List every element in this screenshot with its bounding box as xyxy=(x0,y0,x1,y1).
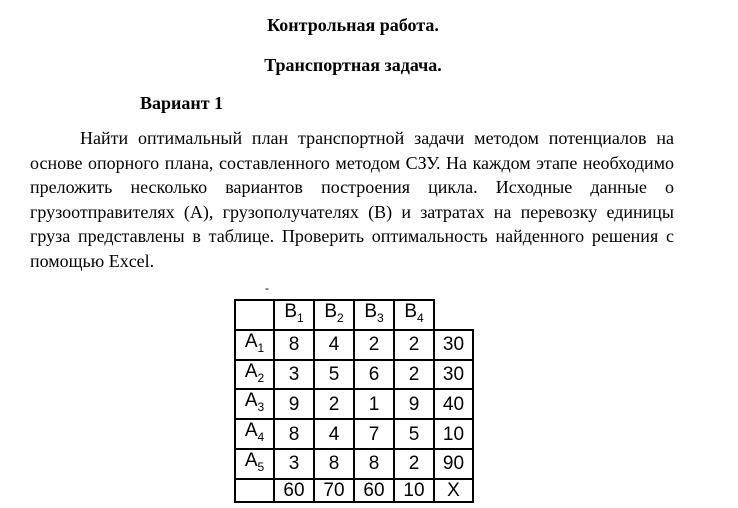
table-row xyxy=(235,330,473,360)
cost-cell: 2 xyxy=(394,449,434,479)
column-header-b2: $B_2$ xyxy=(314,300,354,330)
cost-cell: 5 xyxy=(314,360,354,390)
demand-row xyxy=(235,479,473,502)
demand-cell: 10 xyxy=(394,479,434,502)
row-label-a5: $A_5$ xyxy=(235,449,274,479)
demand-cell: 60 xyxy=(274,479,314,502)
table-row xyxy=(235,360,473,390)
supply-cell: 30 xyxy=(434,360,473,390)
document-title: Контрольная работа. xyxy=(267,15,439,35)
supply-cell: 90 xyxy=(434,449,473,479)
supply-cell: 10 xyxy=(434,419,473,449)
cost-cell: 3 xyxy=(274,449,314,479)
cost-cell: 4 xyxy=(314,330,354,360)
cost-cell: 8 xyxy=(354,449,394,479)
cost-cell: 5 xyxy=(394,419,434,449)
cost-cell: 4 xyxy=(314,419,354,449)
table-row xyxy=(235,389,473,419)
demand-cell: 70 xyxy=(314,479,354,502)
task-paragraph: Найти оптимальный план транспортной задачи методом потенциалов на основе опорного плана, составленного методом СЗУ. На каждом этапе необходимо преложить несколько вариантов построения цикла. Исходные данные о грузоотправителях (А), грузополучателях (В) и затратах на перевозку единицы груза представлены в таблице. Проверить оптимальность найденного решения с помощью Excel. xyxy=(30,128,674,271)
column-header-b1: $B_1$ xyxy=(274,300,314,330)
row-label-a3: $A_3$ xyxy=(235,389,274,419)
column-header-b3: $B_3$ xyxy=(354,300,394,330)
corner-cell: X xyxy=(434,479,473,502)
row-label-a4: $A_4$ xyxy=(235,419,274,449)
cost-cell: 8 xyxy=(274,330,314,360)
variant-heading: Вариант 1 xyxy=(140,93,224,113)
table-corner-empty xyxy=(235,300,274,330)
table-header-row xyxy=(235,300,473,330)
column-header-b4: $B_4$ xyxy=(394,300,434,330)
cost-cell: 2 xyxy=(354,330,394,360)
cost-table xyxy=(234,299,474,503)
cost-cell: 2 xyxy=(394,360,434,390)
cost-cell: 1 xyxy=(354,389,394,419)
cost-cell: 6 xyxy=(354,360,394,390)
cost-cell: 8 xyxy=(314,449,354,479)
cost-cell: 2 xyxy=(314,389,354,419)
cost-cell: 3 xyxy=(274,360,314,390)
cost-cell: 9 xyxy=(394,389,434,419)
row-label-a2: $A_2$ xyxy=(235,360,274,390)
cost-cell: 7 xyxy=(354,419,394,449)
demand-cell: 60 xyxy=(354,479,394,502)
cost-cell: 2 xyxy=(394,330,434,360)
stray-mark: - xyxy=(265,281,269,295)
document-subtitle: Транспортная задача. xyxy=(264,55,442,75)
supply-cell: 40 xyxy=(434,389,473,419)
row-label-a1: $A_1$ xyxy=(235,330,274,360)
table-row xyxy=(235,419,473,449)
cost-cell: 9 xyxy=(274,389,314,419)
supply-cell: 30 xyxy=(434,330,473,360)
table-row xyxy=(235,449,473,479)
cost-cell: 8 xyxy=(274,419,314,449)
supply-header-empty xyxy=(434,300,473,330)
demand-label-empty xyxy=(235,479,274,502)
